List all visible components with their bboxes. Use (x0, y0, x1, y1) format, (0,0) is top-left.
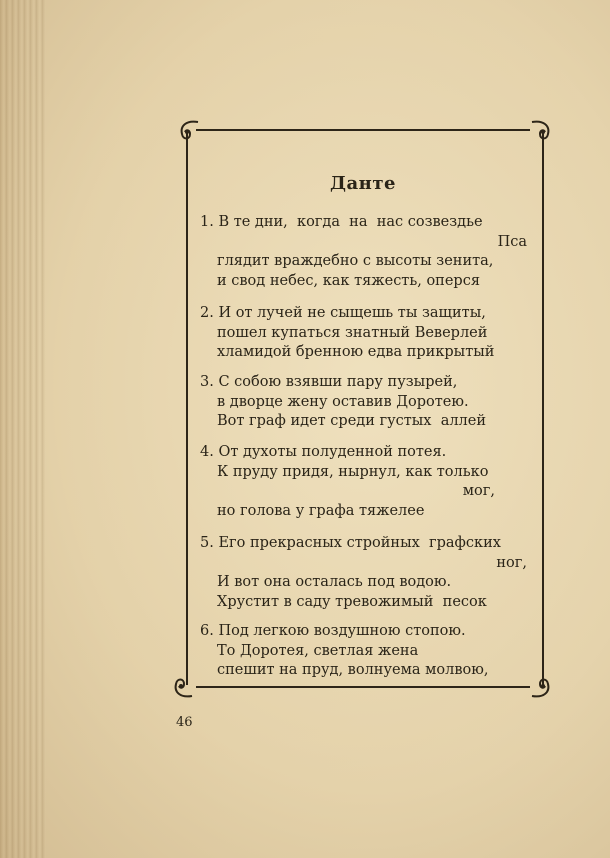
stanza-line: К пруду придя, нырнул, как только (217, 463, 489, 480)
stanza-3 (200, 373, 535, 432)
stanza-line: глядит враждебно с высоты зенита, (217, 253, 494, 269)
book-gutter (0, 0, 46, 858)
stanza-line: Вот граф идет среди густых аллей (217, 413, 487, 429)
stanza-line: 1. В те дни, когда на нас созвездье (200, 214, 483, 230)
stanza-2 (200, 304, 535, 363)
stanza-line: 5. Его прекрасных стройных графских (200, 535, 501, 551)
stanza-line: но голова у графа тяжелее (217, 502, 425, 519)
stanza-line: ног, (496, 554, 527, 571)
stanza-line: Хрустит в саду тревожимый песок (217, 593, 487, 610)
stanza-line: И вот она осталась под водою. (217, 574, 452, 590)
stanza-1 (200, 213, 535, 291)
stanza-line: 2. И от лучей не сыщешь ты защиты, (200, 305, 486, 321)
stanza-line: в дворце жену оставив Доротею. (217, 393, 469, 410)
frame-top-border (196, 129, 530, 131)
stanza-line: Пса (497, 233, 527, 250)
stanza-line: и свод небес, как тяжесть, оперся (217, 272, 480, 289)
stanza-line: мог, (462, 483, 495, 499)
frame-corner-ornament-icon (170, 674, 196, 700)
stanza-5 (200, 534, 535, 612)
frame-bottom-border (196, 686, 530, 688)
stanza-line: хламидой бренною едва прикрытый (217, 344, 495, 360)
stanza-line: 4. От духоты полуденной потея. (200, 444, 447, 460)
frame-corner-ornament-icon (176, 118, 202, 144)
poem-title: Данте (330, 173, 396, 194)
stanza-line: спешит на пруд, волнуема молвою, (217, 662, 489, 678)
frame-corner-ornament-icon (528, 118, 554, 144)
stanza-line: То Доротея, светлая жена (217, 642, 419, 659)
stanza-4 (200, 443, 535, 521)
stanza-line: 6. Под легкою воздушною стопою. (200, 623, 466, 639)
stanza-line: 3. С собою взявши пару пузырей, (200, 374, 458, 390)
stanza-6 (200, 622, 535, 681)
page-number: 46 (176, 715, 193, 730)
stanza-line: пошел купаться знатный Веверлей (217, 324, 488, 341)
